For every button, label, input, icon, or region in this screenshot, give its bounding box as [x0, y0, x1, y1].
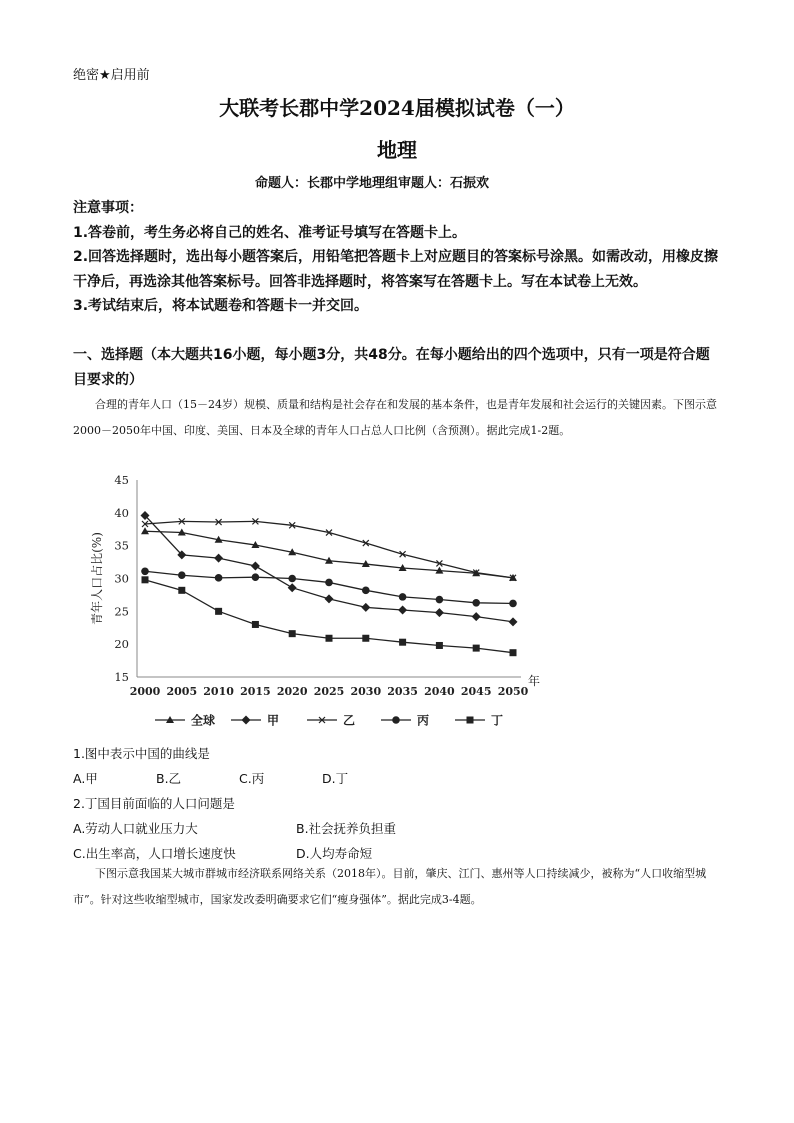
data-point-5	[252, 621, 259, 628]
x-tick-label: 2005	[166, 685, 198, 698]
line-chart	[73, 468, 553, 738]
q2-option-b: B.社会抚养负担重	[296, 821, 397, 836]
x-tick-label: 2050	[497, 685, 529, 698]
data-point-2	[361, 603, 370, 612]
legend-marker	[467, 717, 474, 724]
series-line-1	[145, 531, 513, 578]
y-tick-label: 45	[114, 473, 129, 487]
q1-option-c: C.丙	[239, 771, 265, 786]
y-tick-label: 20	[114, 637, 129, 652]
x-tick-label: 2035	[387, 685, 418, 698]
passage-2	[73, 861, 723, 913]
data-point-2	[325, 594, 334, 603]
x-tick-label: 2040	[424, 685, 455, 698]
x-tick-label: 2010	[203, 685, 234, 698]
x-tick-label: 2025	[313, 685, 345, 698]
data-point-5	[510, 649, 517, 656]
instruction-item: 2.回答选择题时，选出每小题答案后，用铅笔把答题卡上对应题目的答案标号涂黑。如需改动，用橡皮擦干净后，再选涂其他答案标号。回答非选择题时，将答案写在答题卡上。写在本试卷上无效。	[73, 249, 719, 290]
data-point-5	[473, 645, 480, 652]
legend-marker	[392, 716, 400, 724]
data-point-2	[435, 608, 444, 617]
data-point-2	[472, 612, 481, 621]
data-point-4	[288, 575, 296, 583]
x-tick-label: 2015	[240, 685, 271, 698]
q1-option-b: B.乙	[156, 771, 182, 786]
data-point-5	[436, 642, 443, 649]
section-title: 一、选择题（本大题共16小题，每小题3分，共48分。在每小题给出的四个选项中，只有一项是符合题目要求的）	[73, 347, 710, 388]
x-axis-title: 年	[528, 674, 541, 688]
data-point-4	[215, 574, 223, 582]
question-2-stem: 2.丁国目前面临的人口问题是	[73, 796, 235, 811]
y-tick-label: 25	[114, 604, 129, 619]
y-axis-title: 青年人口占比(%)	[90, 532, 104, 625]
passage-2-text: 下图示意我国某大城市群城市经济联系网络关系（2018年）。目前，肇庆、江门、惠州等人口持续减少，被称为“人口收缩型城市”。针对这些收缩型城市，国家发改委明确要求它们“瘦身强体”。据此完成3-4题。	[73, 867, 707, 906]
series-line-3	[145, 521, 513, 577]
instruction-item: 3.考试结束后，将本试题卷和答题卡一并交回。	[73, 298, 369, 314]
legend-label: 甲	[267, 713, 280, 728]
x-tick-label: 2045	[460, 685, 492, 698]
data-point-2	[509, 617, 518, 626]
data-point-5	[289, 630, 296, 637]
data-point-4	[141, 567, 149, 575]
legend-label: 丙	[417, 713, 430, 728]
data-point-5	[362, 635, 369, 642]
data-point-4	[325, 579, 333, 587]
legend-label: 全球	[191, 713, 216, 728]
data-point-5	[399, 639, 406, 646]
q1-option-a: A.甲	[73, 771, 98, 786]
data-point-4	[509, 600, 517, 608]
data-point-2	[251, 562, 260, 571]
data-point-5	[178, 587, 185, 594]
data-point-4	[472, 599, 480, 607]
data-point-4	[362, 587, 370, 595]
legend-label: 丁	[491, 713, 504, 728]
data-point-5	[326, 635, 333, 642]
data-point-4	[436, 596, 444, 604]
data-point-2	[288, 583, 297, 592]
series-line-5	[145, 580, 513, 653]
authors-line: 命题人：长郡中学地理组审题人：石振欢	[255, 176, 490, 191]
instructions-heading: 注意事项：	[73, 200, 143, 216]
instructions	[73, 196, 723, 319]
passage-1	[73, 392, 723, 444]
subject-title: 地理	[377, 138, 417, 162]
q2-option-c: C.出生率高，人口增长速度快	[73, 846, 236, 861]
legend-label: 乙	[343, 713, 356, 728]
passage-1-text: 合理的青年人口（15－24岁）规模、质量和结构是社会存在和发展的基本条件，也是青年发展和社会运行的关键因素。下图示意2000－2050年中国、印度、美国、日本及全球的青年人口占总人口比例（含预测）。据此完成1-2题。	[73, 398, 717, 437]
q2-option-a: A.劳动人口就业压力大	[73, 821, 198, 836]
confidential-label: 绝密★启用前	[73, 68, 150, 83]
x-tick-label: 2020	[276, 685, 308, 698]
exam-title: 大联考长郡中学2024届模拟试卷（一）	[219, 96, 575, 120]
legend-marker	[242, 716, 251, 725]
instruction-item: 1.答卷前，考生务必将自己的姓名、准考证号填写在答题卡上。	[73, 224, 467, 241]
data-point-4	[178, 571, 186, 579]
data-point-4	[252, 573, 260, 581]
y-tick-label: 40	[114, 505, 129, 520]
data-point-2	[214, 554, 223, 563]
x-tick-label: 2030	[350, 685, 382, 698]
y-tick-label: 15	[114, 670, 129, 684]
data-point-4	[399, 593, 407, 601]
data-point-5	[215, 608, 222, 615]
question-1-stem: 1.图中表示中国的曲线是	[73, 746, 210, 761]
q1-option-d: D.丁	[322, 771, 349, 786]
q2-option-d: D.人均寿命短	[296, 846, 373, 861]
x-tick-label: 2000	[129, 685, 161, 698]
y-tick-label: 35	[114, 538, 129, 553]
data-point-2	[398, 606, 407, 615]
y-tick-label: 30	[114, 571, 129, 586]
data-point-5	[142, 576, 149, 583]
